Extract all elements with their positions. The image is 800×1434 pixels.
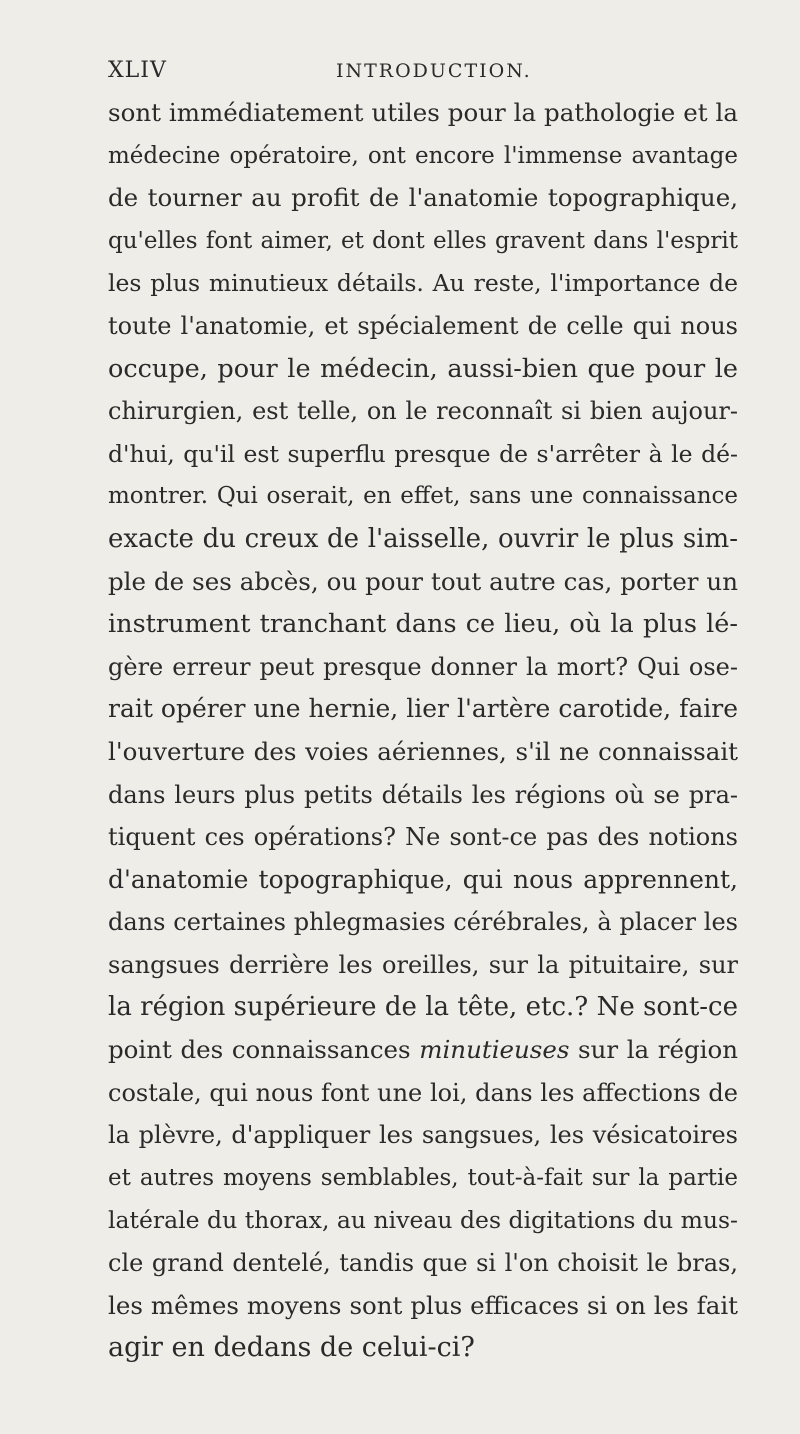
text-line: la plèvre, d'appliquer les sangsues, les vésicatoires	[108, 1121, 738, 1150]
text-line: toute l'anatomie, et spécialement de celle qui nous	[108, 311, 738, 340]
text-line: les mêmes moyens sont plus efficaces si on les fait	[108, 1290, 738, 1320]
text-line: dans leurs plus petits détails les régions où se pra-	[108, 780, 738, 809]
text-line-with-italic	[108, 1029, 738, 1072]
text-line: l'ouverture des voies aériennes, s'il ne connaissait	[108, 736, 738, 766]
text-line: ple de ses abcès, ou pour tout autre cas, porter un	[108, 566, 738, 596]
body-text	[108, 92, 738, 1370]
text-line: exacte du creux de l'aisselle, ouvrir le plus sim-	[108, 523, 738, 554]
text-line: de tourner au profit de l'anatomie topographique,	[108, 183, 738, 213]
text-line: et autres moyens semblables, tout-à-fait sur la partie	[108, 1164, 738, 1191]
text-line: rait opérer une hernie, lier l'artère carotide, faire	[108, 694, 738, 724]
text-line: tiquent ces opérations? Ne sont-ce pas des notions	[108, 823, 738, 852]
text-line: sont immédiatement utiles pour la pathologie et la	[108, 98, 738, 127]
text-line: d'hui, qu'il est superflu presque de s'arrêter à le dé-	[108, 439, 738, 468]
text-line: d'anatomie topographique, qui nous apprennent,	[108, 864, 738, 894]
text-line: chirurgien, est telle, on le reconnaît si bien aujour-	[108, 397, 738, 426]
text-line: gère erreur peut presque donner la mort? Qui ose-	[108, 652, 738, 681]
line-start: point des connaissances	[108, 1035, 411, 1065]
text-line: cle grand dentelé, tandis que si l'on choisit le bras,	[108, 1249, 738, 1278]
text-line: montrer. Qui oserait, en effet, sans une connaissance	[108, 483, 738, 510]
text-line-last: agir en dedans de celui-ci?	[108, 1332, 475, 1364]
running-head	[108, 58, 738, 88]
text-line: la région supérieure de la tête, etc.? Ne sont-ce	[108, 992, 738, 1023]
text-line: occupe, pour le médecin, aussi-bien que pour le	[108, 353, 738, 384]
text-line: qu'elles font aimer, et dont elles gravent dans l'esprit	[108, 227, 738, 254]
italic-word: minutieuses	[419, 1035, 570, 1065]
text-line: instrument tranchant dans ce lieu, où la plus lé-	[108, 609, 738, 640]
text-line: latérale du thorax, au niveau des digitations du mus-	[108, 1206, 738, 1235]
text-line: sangsues derrière les oreilles, sur la pituitaire, sur	[108, 950, 738, 979]
line-end: sur la région	[578, 1035, 738, 1065]
text-line: médecine opératoire, ont encore l'immense avantage	[108, 142, 738, 169]
running-title: INTRODUCTION.	[336, 60, 532, 82]
text-line: costale, qui nous font une loi, dans les affections de	[108, 1078, 738, 1107]
text-line: dans certaines phlegmasies cérébrales, à placer les	[108, 908, 738, 937]
text-line: les plus minutieux détails. Au reste, l'importance de	[108, 269, 738, 298]
page-number: XLIV	[108, 58, 167, 83]
